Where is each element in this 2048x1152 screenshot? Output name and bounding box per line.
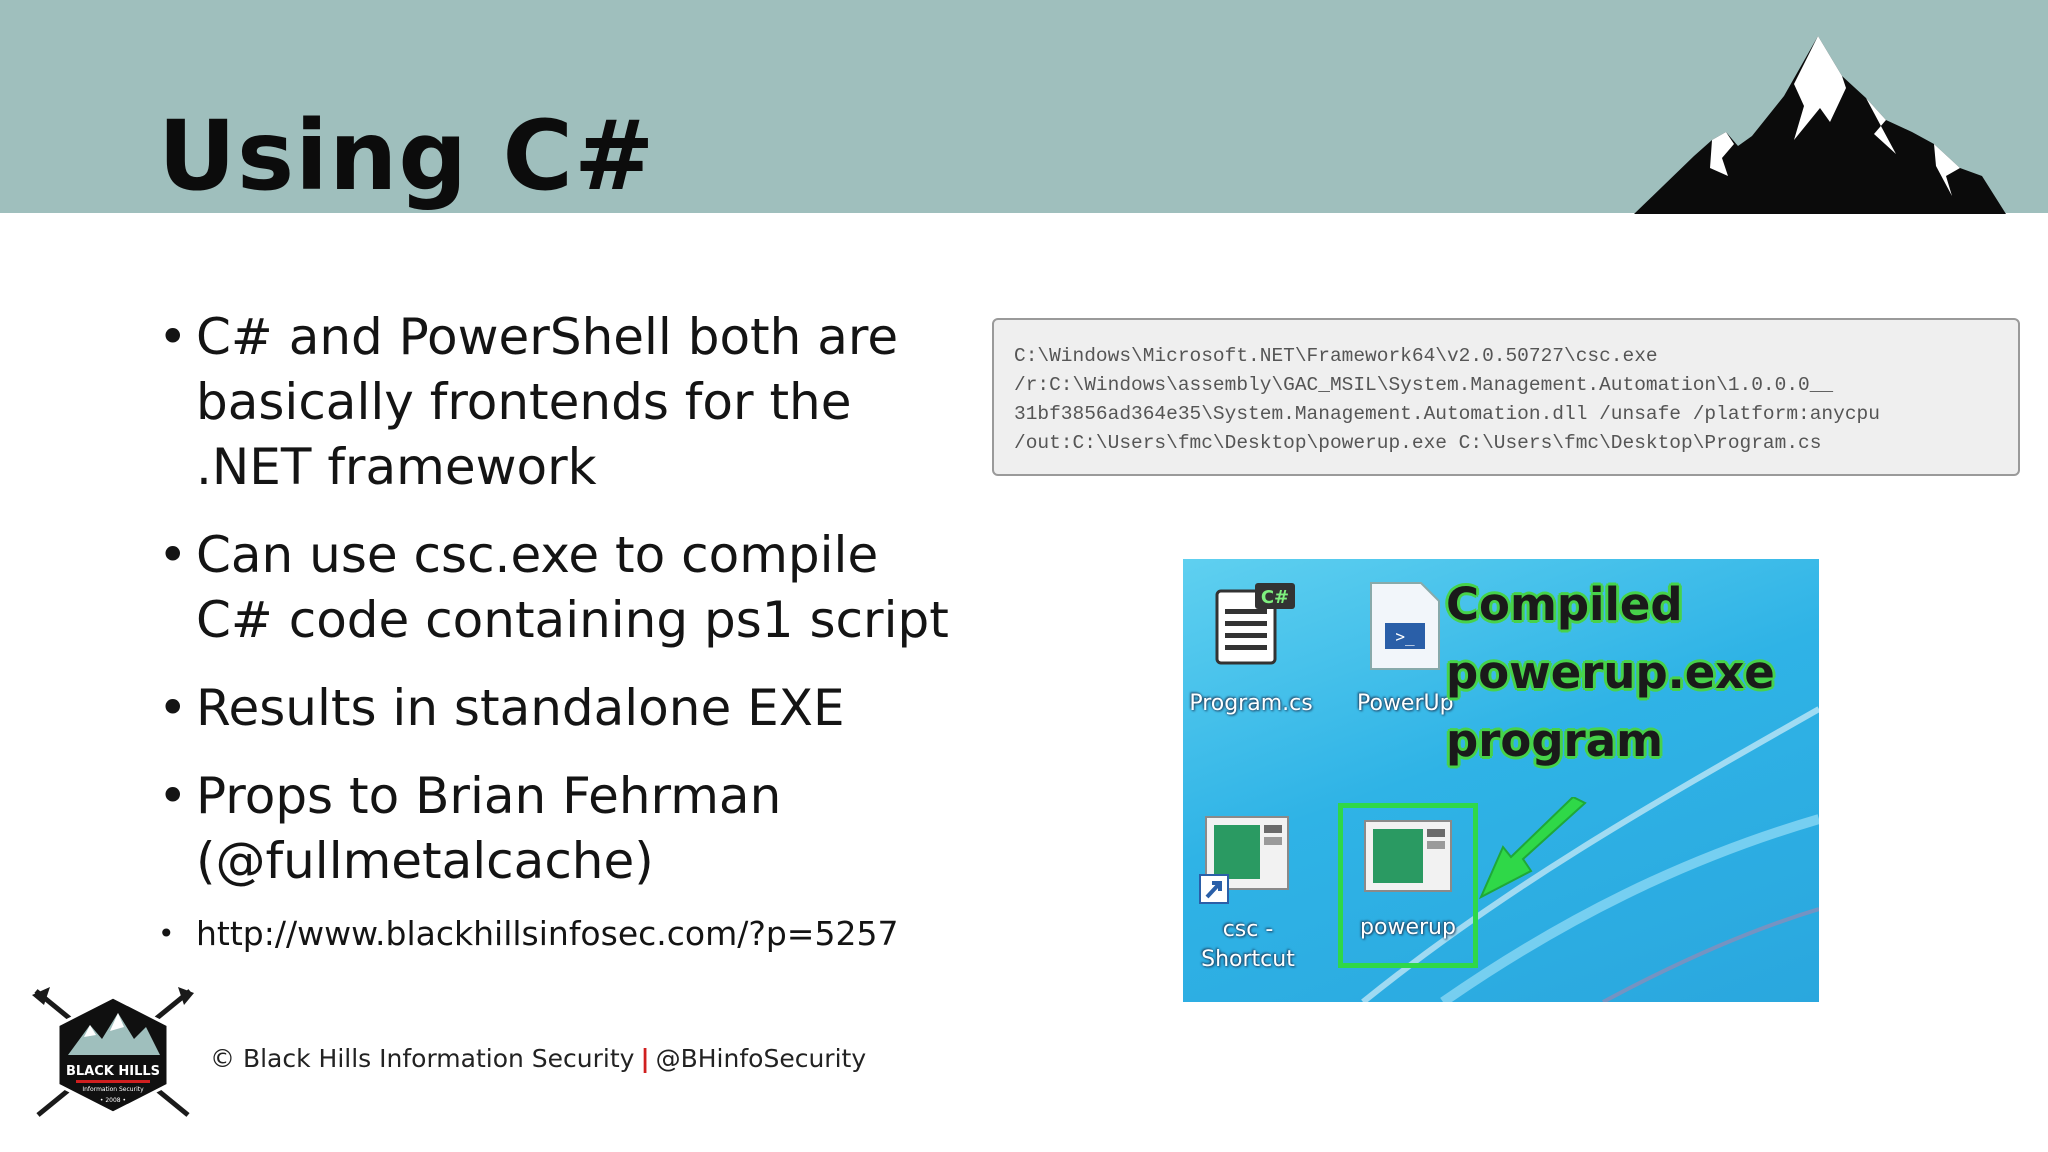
icon-label-powerup[interactable]: powerup xyxy=(1360,915,1456,940)
powershell-file-icon xyxy=(1365,579,1445,674)
icon-label-powerup-partial[interactable]: PowerUp xyxy=(1357,691,1454,716)
icon-label-csc-shortcut[interactable] xyxy=(1193,915,1303,975)
icon-label-line: Shortcut xyxy=(1201,947,1295,972)
csc-shortcut-icon xyxy=(1198,811,1298,911)
csharp-file-icon xyxy=(1211,581,1301,671)
bullet-dot: • xyxy=(158,767,188,825)
callout-line: Compiled xyxy=(1446,578,1683,631)
footer-separator: | xyxy=(640,1044,650,1073)
bullet-item xyxy=(150,523,970,653)
bullet-dot: • xyxy=(158,679,188,737)
code-line: /out:C:\Users\fmc\Desktop\powerup.exe C:\Users\fmc\Desktop\Program.cs xyxy=(1014,432,1822,454)
csharp-badge: C# xyxy=(1260,587,1290,608)
bullet-dot: • xyxy=(158,917,175,950)
mountain-icon xyxy=(1634,36,2006,214)
svg-text:>_: >_ xyxy=(1395,627,1415,646)
code-line: C:\Windows\Microsoft.NET\Framework64\v2.0.50727\csc.exe xyxy=(1014,345,1658,367)
callout-line: powerup.exe xyxy=(1446,646,1775,699)
bullet-text: Results in standalone EXE xyxy=(196,679,845,737)
code-line: 31bf3856ad364e35\System.Management.Automation.dll /unsafe /platform:anycpu xyxy=(1014,403,1880,425)
svg-text:BLACK HILLS: BLACK HILLS xyxy=(65,1064,161,1079)
powerup-exe-icon xyxy=(1359,817,1459,897)
bullet-text: Props to Brian Fehrman (@fullmetalcache) xyxy=(196,767,782,890)
code-line: /r:C:\Windows\assembly\GAC_MSIL\System.Management.Automation\1.0.0.0__ xyxy=(1014,374,1834,396)
arrow-icon xyxy=(1473,797,1593,907)
bullet-item xyxy=(150,676,970,741)
slide-title: Using C# xyxy=(158,100,656,212)
code-block xyxy=(992,318,2020,476)
bullet-text: C# and PowerShell both are basically frontends for the .NET framework xyxy=(196,308,899,496)
footer-copyright: © Black Hills Information Security xyxy=(210,1044,635,1073)
bullet-text: Can use csc.exe to compile C# code containing ps1 script xyxy=(196,526,949,649)
svg-text:• 2008 •: • 2008 • xyxy=(99,1097,127,1104)
icon-label-program-cs[interactable]: Program.cs xyxy=(1189,691,1313,716)
black-hills-logo xyxy=(28,985,198,1120)
desktop-screenshot xyxy=(1183,559,1819,1002)
bullet-dot: • xyxy=(158,308,188,366)
bullet-list xyxy=(150,305,970,956)
svg-text:Information Security: Information Security xyxy=(82,1086,144,1093)
bullet-item xyxy=(150,305,970,500)
bullet-item-link xyxy=(150,911,970,956)
reference-link[interactable]: http://www.blackhillsinfosec.com/?p=5257 xyxy=(196,914,899,953)
callout-line: program xyxy=(1446,714,1663,767)
footer-handle[interactable]: @BHinfoSecurity xyxy=(655,1044,867,1073)
bullet-item xyxy=(150,764,970,894)
icon-label-line: csc - xyxy=(1222,917,1274,942)
footer-credit xyxy=(210,1044,866,1073)
bullet-dot: • xyxy=(158,526,188,584)
